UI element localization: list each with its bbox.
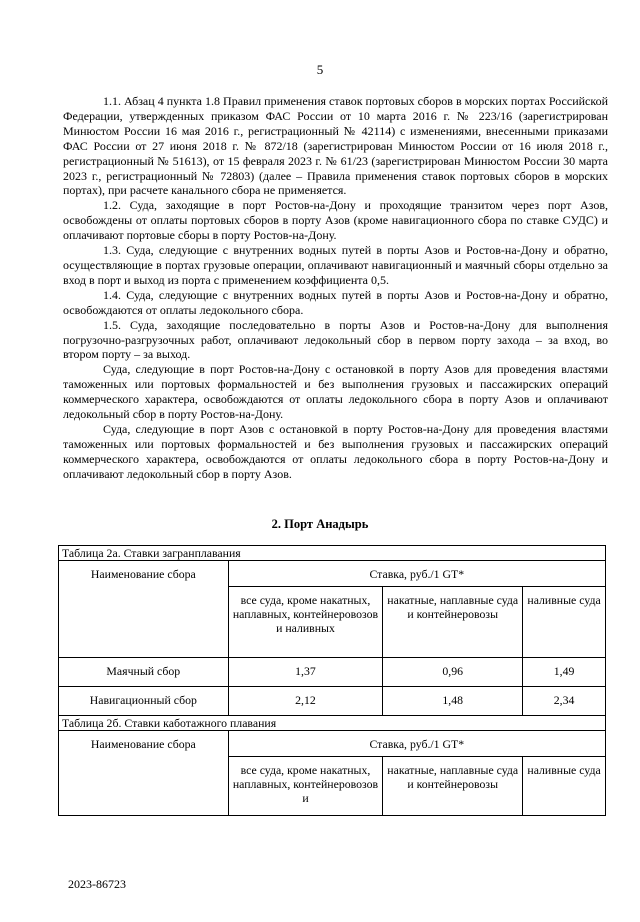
paragraph-1-1: 1.1. Абзац 4 пункта 1.8 Правил применения ставок портовых сборов в морских портах Российской Федерации, утвержденных приказом ФАС России от 10 марта 2016 г. № 223/16 (зарегистрирован Минюстом России 16 мая 2016 г., регистрационный № 42114) с изменениями, внесенными приказами ФАС России от 27 июня 2018 г. № 872/18 (зарегистрирован Минюстом России от 16 июля 2018 г., регистрационный № 51613), от 15 февраля 2023 г. № 61/23 (зарегистрирован Минюстом России 30 марта 2023 г., регистрационный № 72803) (далее – Правила применения ставок портовых сборов в морских портах), при расчете канального сбора не применяется. (63, 94, 608, 198)
section-title: 2. Порт Анадырь (271, 517, 369, 531)
table-2b-col-general: все суда, кроме накатных, наплавных, контейнеровозов и (228, 757, 383, 816)
table-2a-name-header: Наименование сбора (59, 561, 229, 658)
table-2a-col-general: все суда, кроме накатных, наплавных, контейнеровозов и наливных (228, 587, 383, 658)
table-2b-caption-row (59, 716, 606, 731)
table-2a-col-tanker: наливные суда (523, 587, 606, 658)
table-row (59, 658, 606, 687)
table-2a-header-row (59, 561, 606, 587)
document-id: 2023-86723 (68, 877, 126, 891)
paragraph-1-5: 1.5. Суда, заходящие последовательно в порты Азов и Ростов-на-Дону для выполнения погрузочно-разгрузочных работ, оплачивают ледокольный сбор в первом порту захода – за вход, во втором порту – за выход. (63, 317, 608, 362)
page-number: 5 (316, 62, 324, 77)
table-row (59, 687, 606, 716)
table-2b-rate-header: Ставка, руб./1 GT* (228, 731, 605, 757)
table-2a-caption: Таблица 2а. Ставки загранплавания (59, 546, 606, 561)
fee-name-navigation: Навигационный сбор (59, 687, 229, 716)
rate-value: 1,37 (228, 658, 383, 687)
table-2b-col-tanker: наливные суда (523, 757, 606, 816)
paragraph-azov: Суда, следующие в порт Азов с остановкой в порту Ростов-на-Дону для проведения властями таможенных или портовых формальностей и без выполнения грузовых и пассажирских операций коммерческого характера, освобождаются от оплаты ледокольного сбора в порту Ростов-на-Дону и оплачивают ледокольный сбор в порту Азов. (63, 421, 608, 481)
paragraph-1-4: 1.4. Суда, следующие с внутренних водных путей в порты Азов и Ростов-на-Дону и обратно, освобождаются от оплаты ледокольного сбора. (63, 287, 608, 317)
table-2a-col-roro: накатные, наплавные суда и контейнеровозы (383, 587, 523, 658)
rates-table (58, 545, 606, 816)
paragraph-1-3: 1.3. Суда, следующие с внутренних водных путей в порты Азов и Ростов-на-Дону и обратно, осуществляющие в портах грузовые операции, оплачивают навигационный и маячный сборы отдельно за вход в порт и выход из порта с применением коэффициента 0,5. (63, 243, 608, 287)
rate-value: 1,48 (383, 687, 523, 716)
fee-name-lighthouse: Маячный сбор (59, 658, 229, 687)
body-text (63, 94, 608, 482)
table-2b-caption: Таблица 2б. Ставки каботажного плавания (59, 716, 606, 731)
table-2a-rate-header: Ставка, руб./1 GT* (228, 561, 605, 587)
table-2b-header-row (59, 731, 606, 757)
table-2a-caption-row (59, 546, 606, 561)
paragraph-1-2: 1.2. Суда, заходящие в порт Ростов-на-Дону и проходящие транзитом через порт Азов, освобождены от оплаты портовых сборов в порту Азов (кроме навигационного сбора по ставке СУДС) и оплачивают портовые сборы в порту Ростов-на-Дону. (63, 198, 608, 243)
rate-value: 2,12 (228, 687, 383, 716)
rate-value: 0,96 (383, 658, 523, 687)
table-2b-name-header: Наименование сбора (59, 731, 229, 816)
table-2b-col-roro: накатные, наплавные суда и контейнеровозы (383, 757, 523, 816)
rate-value: 2,34 (523, 687, 606, 716)
paragraph-rostov: Суда, следующие в порт Ростов-на-Дону с остановкой в порту Азов для проведения властями таможенных или портовых формальностей и без выполнения грузовых и пассажирских операций коммерческого характера, освобождаются от оплаты ледокольного сбора в порту Азов и оплачивают ледокольный сбор в порту Ростов-на-Дону. (63, 362, 608, 422)
rate-value: 1,49 (523, 658, 606, 687)
